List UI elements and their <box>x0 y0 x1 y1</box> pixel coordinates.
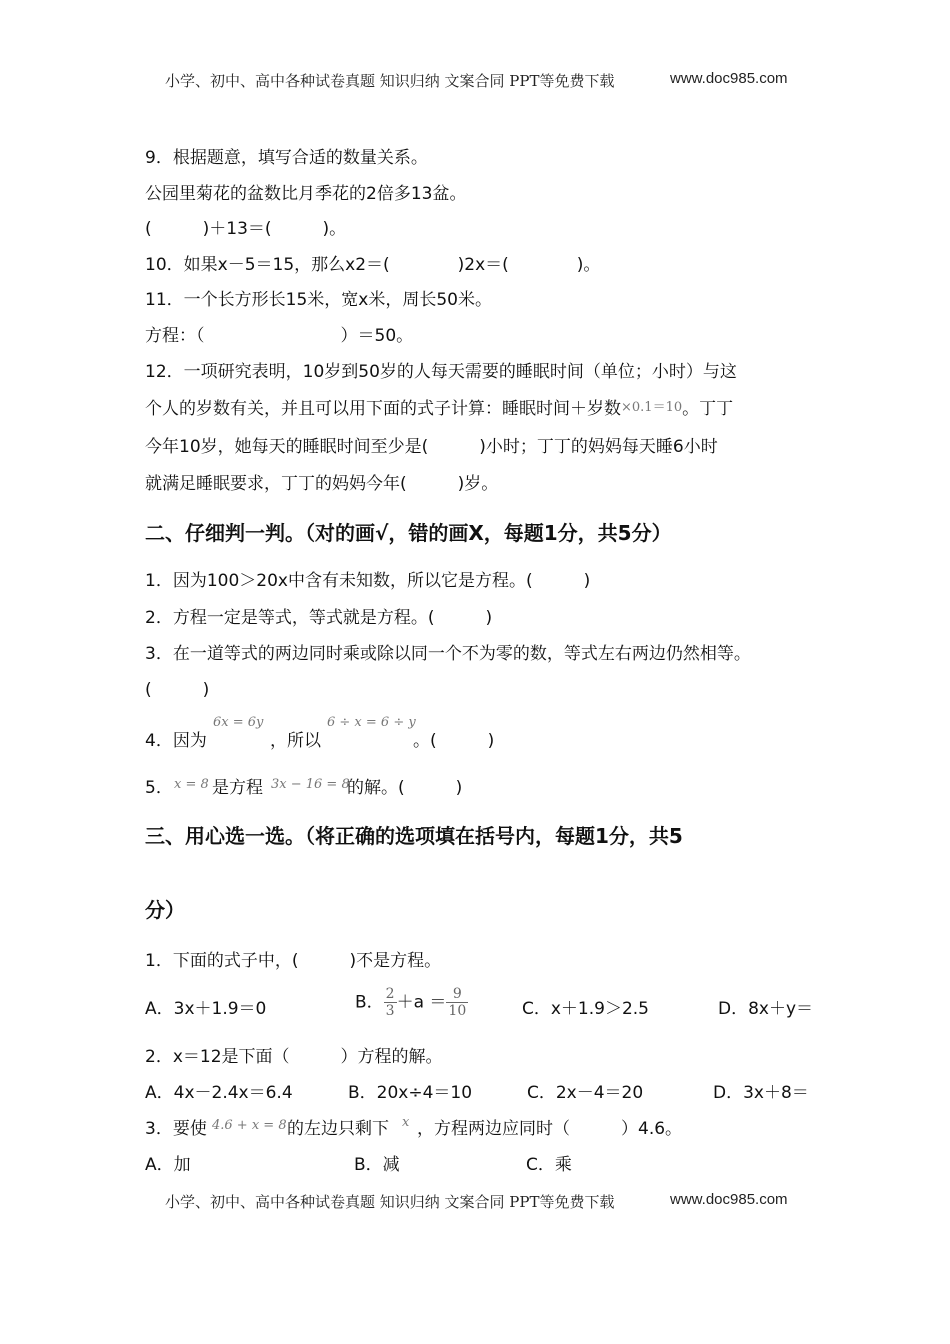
q12-line4: 就满足睡眠要求，丁丁的妈妈今年( )岁。 <box>145 474 499 494</box>
q12-line2-text: 个人的岁数有关，并且可以用下面的式子计算：睡眠时间＋岁数 <box>145 399 621 419</box>
header-url[interactable]: www.doc985.com <box>670 70 788 87</box>
fraction-two-thirds <box>384 986 397 1019</box>
choose-q2-option-b: B．20x÷4＝10 <box>348 1083 473 1103</box>
judge-q4-middle: ，所以 <box>270 731 321 751</box>
judge-q5-prefix: 5． <box>145 778 173 798</box>
judge-q2: 2．方程一定是等式，等式就是方程。( ) <box>145 608 493 628</box>
choose-q2: 2．x＝12是下面（ ）方程的解。 <box>145 1047 443 1067</box>
fraction-nine-tenths <box>446 986 468 1019</box>
choose-q3-option-a: A．加 <box>145 1155 191 1175</box>
q11-equation: 方程：（ ）＝50。 <box>145 326 414 346</box>
section-judge-title: 二、仔细判一判。（对的画√，错的画X，每题1分，共5分） <box>145 521 672 545</box>
choose-q3-end: ，方程两边应同时（ ）4.6。 <box>417 1119 683 1139</box>
fraction-denominator: 3 <box>385 1003 395 1019</box>
q9-blank: ( )＋13＝( )。 <box>145 219 347 239</box>
judge-q5-end: 的解。( ) <box>347 778 463 798</box>
choose-q1-option-b <box>355 986 468 1019</box>
choose-q2-option-d: D．3x＋8＝ <box>713 1083 809 1103</box>
q12-line2-end: 。丁丁 <box>682 399 734 419</box>
judge-q4-formula2: 6 ÷ x = 6 ÷ y <box>327 715 416 730</box>
choose-q1-option-d: D．8x＋y＝ <box>718 999 814 1019</box>
choose-q1-option-b-middle: ＋a ＝ <box>396 992 447 1013</box>
judge-q4-end: 。( ) <box>413 731 495 751</box>
q9-title: 9．根据题意，填写合适的数量关系。 <box>145 148 428 168</box>
section-choose-title-line1: 三、用心选一选。（将正确的选项填在括号内，每题1分，共5 <box>145 824 683 848</box>
judge-q1: 1．因为100＞20x中含有未知数，所以它是方程。( ) <box>145 571 591 591</box>
q12-line1: 12．一项研究表明，10岁到50岁的人每天需要的睡眠时间（单位；小时）与这 <box>145 362 737 382</box>
footer-text: 小学、初中、高中各种试卷真题 知识归纳 文案合同 PPT等免费下载 <box>165 1193 615 1211</box>
q11: 11．一个长方形长15米，宽x米，周长50米。 <box>145 290 492 310</box>
fraction-numerator: 9 <box>446 986 468 1003</box>
choose-q3-formula2: x <box>402 1115 410 1130</box>
q12-line3: 今年10岁，她每天的睡眠时间至少是( )小时；丁丁的妈妈每天睡6小时 <box>145 437 718 457</box>
q12-line2 <box>145 398 733 422</box>
choose-q3-middle: 的左边只剩下 <box>287 1119 389 1139</box>
section-choose-title-line2: 分） <box>145 898 185 922</box>
header-text: 小学、初中、高中各种试卷真题 知识归纳 文案合同 PPT等免费下载 <box>165 72 615 90</box>
judge-q3-line2: ( ) <box>145 680 210 700</box>
choose-q1-option-a: A．3x＋1.9＝0 <box>145 999 267 1019</box>
choose-q3-prefix: 3．要使 <box>145 1119 207 1139</box>
judge-q4-prefix: 4．因为 <box>145 731 207 751</box>
fraction-denominator: 10 <box>448 1003 467 1019</box>
judge-q4-formula1: 6x = 6y <box>213 715 264 730</box>
choose-q1-option-c: C．x＋1.9＞2.5 <box>522 999 650 1019</box>
judge-q5-formula1: x = 8 <box>174 777 209 792</box>
choose-q1: 1．下面的式子中，( )不是方程。 <box>145 951 442 971</box>
choose-q1-option-b-label: B． <box>355 992 384 1013</box>
choose-q2-option-c: C．2x－4＝20 <box>527 1083 644 1103</box>
choose-q3-option-c: C．乘 <box>526 1155 572 1175</box>
fraction-numerator: 2 <box>385 986 395 1002</box>
footer-url[interactable]: www.doc985.com <box>670 1191 788 1208</box>
choose-q3-option-b: B．减 <box>354 1155 400 1175</box>
q9-text: 公园里菊花的盆数比月季花的2倍多13盆。 <box>145 184 467 204</box>
choose-q3-formula1: 4.6 + x = 8 <box>212 1118 287 1133</box>
q12-formula: ×0.1＝10 <box>621 400 683 415</box>
judge-q3-line1: 3．在一道等式的两边同时乘或除以同一个不为零的数，等式左右两边仍然相等。 <box>145 644 751 664</box>
choose-q2-option-a: A．4x－2.4x＝6.4 <box>145 1083 293 1103</box>
q10: 10．如果x－5＝15，那么x2＝( )2x＝( )。 <box>145 255 601 275</box>
judge-q5-middle: 是方程 <box>212 778 263 798</box>
judge-q5-formula2: 3x − 16 = 8 <box>271 777 350 792</box>
